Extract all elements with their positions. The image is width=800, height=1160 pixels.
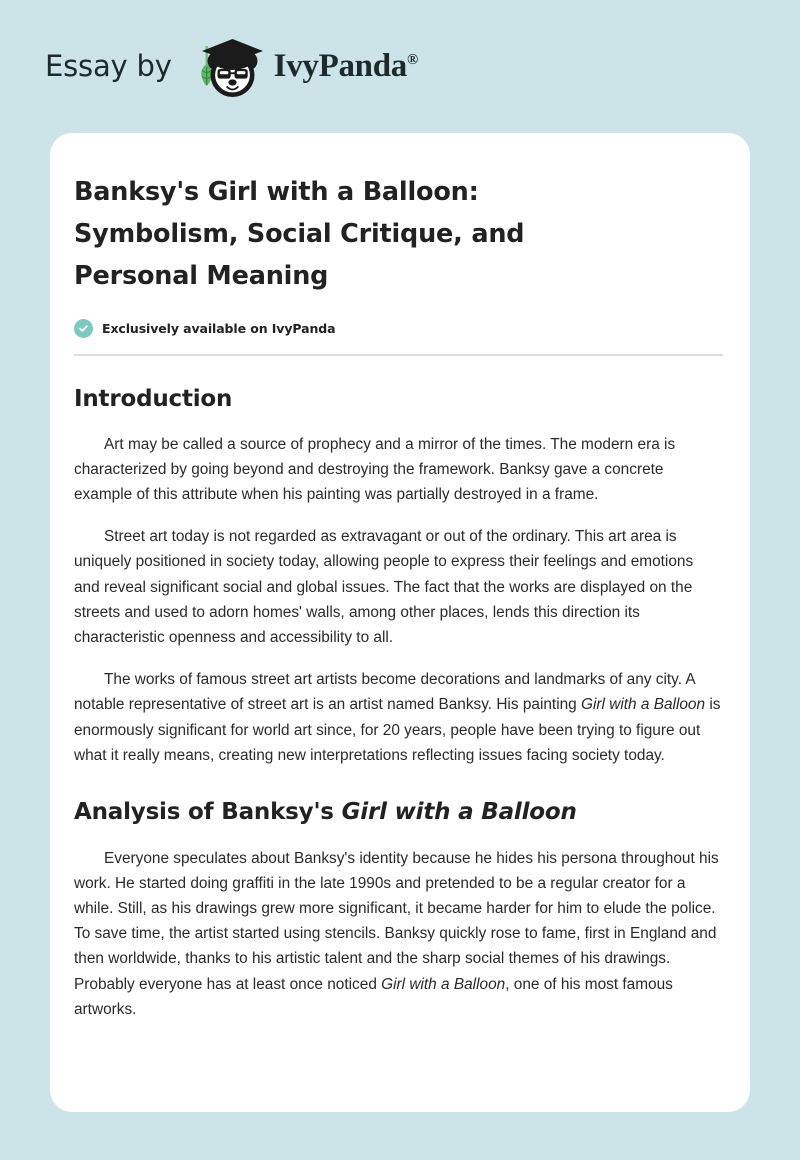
registered-mark: ® [406,52,418,68]
paragraph-text-part: Everyone speculates about Banksy's identity because he hides his persona throughout his work. He started doing graffiti in the late 1990s and pretended to be a regular creator for a while. Still, as his drawings grew more significant, it became harder for him to elude the police. To save time, the artist started using stencils. Banksy quickly rose to fame, first in England and then worldwide, thanks to his artistic talent and the sharp social themes of his drawings. Probably everyone has at least once noticed [74,849,719,993]
essay-paper-card [50,133,750,1112]
paragraph [74,667,723,768]
heading-text-part: Analysis of Banksy's [74,799,342,826]
heading-artwork-title-italic: Girl with a Balloon [341,799,577,826]
paragraph: Art may be called a source of prophecy and a mirror of the times. The modern era is characterized by going beyond and destroying the framework. Banksy gave a concrete example of this attribute when his painting was partially destroyed in a frame. [74,435,676,503]
section-heading-introduction: Introduction [74,386,233,412]
check-circle-icon [74,319,93,338]
exclusive-availability-label: Exclusively available on IvyPanda [102,321,336,336]
paragraph-text-part: is enormously significant for world art since, for 20 years, people have been trying to figure out what it really means, creating new interpretations reflecting issues facing society today. [74,696,721,764]
artwork-title-italic: Girl with a Balloon [581,696,706,714]
paragraph [74,846,723,1022]
wordmark-text: IvyPanda [273,48,407,84]
ivypanda-wordmark [274,50,418,83]
essay-by-label: Essay by [45,49,172,83]
document-body [74,171,724,1022]
panda-graduate-logo-icon [190,34,268,100]
paragraph: Street art today is not regarded as extravagant or out of the ordinary. This art area is uniquely positioned in society today, allowing people to express their feelings and emotions and reveal significant social and global issues. The fact that the works are displayed on the streets and used to adorn homes' walls, among other places, lends this direction its characteristic openness and accessibility to all. [74,528,694,647]
section-heading-analysis [74,799,724,827]
brand-header [0,0,800,133]
artwork-title-italic: Girl with a Balloon [381,975,506,993]
title-divider [74,354,723,356]
exclusive-availability-badge [74,319,724,338]
page-title: Banksy's Girl with a Balloon: Symbolism, Social Critique, and Personal Meaning [74,177,525,291]
ivypanda-logo[interactable] [190,34,418,100]
paragraph-text-part: , one of his most famous artworks. [74,975,673,1018]
paragraph-text-part: The works of famous street art artists become decorations and landmarks of any city. A notable representative of street art is an artist named Banksy. His painting [74,671,695,714]
